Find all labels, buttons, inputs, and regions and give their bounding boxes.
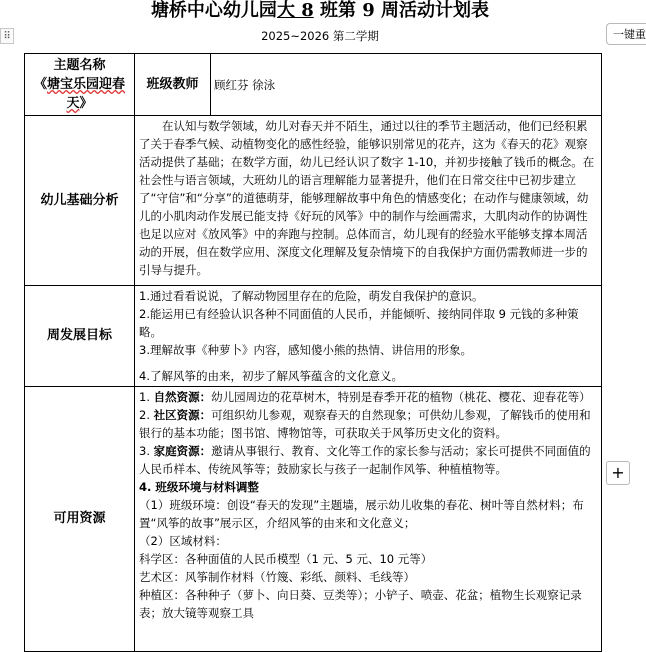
resources-label: 可用资源 <box>25 387 135 652</box>
table-move-handle-icon[interactable]: ⠿ <box>0 28 14 44</box>
goals-row <box>25 286 602 387</box>
header-row <box>25 54 602 116</box>
plan-table <box>24 53 602 652</box>
theme-cell <box>25 54 135 116</box>
analysis-label: 幼儿基础分析 <box>25 116 135 286</box>
area-materials-title: （2）区域材料： <box>139 534 227 548</box>
goal-spacer <box>139 359 597 367</box>
theme-name-line <box>27 75 132 113</box>
title-suffix: 班第 9 周活动计划表 <box>313 0 490 21</box>
analysis-row <box>25 116 602 286</box>
area-material-art: 艺术区：风筝制作材料（竹篾、彩纸、颜料、毛线等） <box>139 570 415 584</box>
resource-item-1 <box>139 388 597 406</box>
semester-line: 2025~2026 第二学期 <box>261 29 379 43</box>
resource-item-1-num: 1. <box>139 390 150 404</box>
goals-cell <box>135 286 602 387</box>
resource-item-4-title: 4. 班级环境与材料调整 <box>139 480 259 494</box>
add-row-plus-icon[interactable]: + <box>606 461 630 485</box>
teacher-label: 班级教师 <box>135 54 211 116</box>
resource-item-1-text: 幼儿园周边的花草树木，特别是春季开花的植物（桃花、樱花、迎春花等） <box>211 390 591 404</box>
goals-label: 周发展目标 <box>25 286 135 387</box>
resource-item-3-num: 3. <box>139 444 150 458</box>
resource-item-2 <box>139 406 597 442</box>
environment-line: （1）班级环境：创设“春天的发现”主题墙，展示幼儿收集的春花、树叶等自然材料；布置“风筝的故事”展示区，介绍风筝的由来和文化意义； <box>139 498 584 530</box>
goal-item-4: 4.了解风筝的由来，初步了解风筝蕴含的文化意义。 <box>139 369 403 383</box>
analysis-text: 在认知与数学领域，幼儿对春天并不陌生，通过以往的季节主题活动，他们已经积累了关于春季气候、动植物变化的感性经验，能够识别常见的花卉，这为《春天的花》观察活动提供了基础；在数学方面，幼儿已经认识了数字 1-10，并初步接触了钱币的概念。在社会性与语言领域，大班幼儿的语言理解能力显著提升，他们在日常交往中已初步建立了“守信”和“分享”的道德萌芽，能够理解故事中角色的情感变化；在动作与健康领域，幼儿的小肌肉动作发展已能支持《好玩的风筝》中的制作与绘画需求，大肌肉动作的协调性也足以应对《放风筝》中的奔跑与控制。总体而言，幼儿现有的经验水平能够支撑本周活动的开展，但在数学应用、深度文化理解及复杂情境下的自我保护方面仍需教师进一步的引导与提升。 <box>139 119 595 277</box>
area-material-science: 科学区：各种面值的人民币模型（1 元、5 元、10 元等） <box>139 552 433 566</box>
area-material-planting: 种植区：各种种子（萝卜、向日葵、豆类等）；小铲子、喷壶、花盆；植物生长观察记录表；放大镜等观察工具 <box>139 588 582 620</box>
resource-item-1-title: 自然资源： <box>153 390 212 404</box>
resource-item-2-title: 社区资源： <box>153 408 212 422</box>
document-title <box>0 0 640 22</box>
theme-label: 主题名称 <box>53 58 106 73</box>
side-action-button[interactable]: 一键重 <box>606 23 646 45</box>
title-class: 大 8 <box>276 0 314 21</box>
goal-item-1: 1.通过看看说说，了解动物园里存在的危险，萌发自我保护的意识。 <box>139 289 484 303</box>
teacher-names: 顾红芬 徐泳 <box>211 54 602 116</box>
resources-cell <box>135 387 602 652</box>
resource-item-3-title: 家庭资源： <box>153 444 212 458</box>
theme-name: 塘宝乐园迎春天 <box>47 77 126 111</box>
resource-item-2-text: 可组织幼儿参观，观察春天的自然现象；可供幼儿参观，了解钱币的使用和银行的基本功能；图书馆、博物馆等，可获取关于风筝历史文化的资料。 <box>139 408 591 440</box>
goal-item-2: 2.能运用已有经验认识各种不同面值的人民币，并能倾听、接纳同伴取 9 元钱的多种策略。 <box>139 307 579 339</box>
theme-close-quote: 》 <box>79 96 93 111</box>
resource-item-3 <box>139 442 597 478</box>
resource-item-2-num: 2. <box>139 408 150 422</box>
theme-open-quote: 《 <box>33 77 47 92</box>
resources-row <box>25 387 602 652</box>
title-prefix: 塘桥中心幼儿园 <box>150 0 277 21</box>
analysis-cell <box>135 116 602 286</box>
goal-item-3: 3.理解故事《种萝卜》内容，感知傻小熊的热情、讲信用的形象。 <box>139 343 472 357</box>
resource-item-3-text: 邀请从事银行、教育、文化等工作的家长参与活动；家长可提供不同面值的人民币样本、传统风筝等；鼓励家长与孩子一起制作风筝、种植植物等。 <box>139 444 591 476</box>
